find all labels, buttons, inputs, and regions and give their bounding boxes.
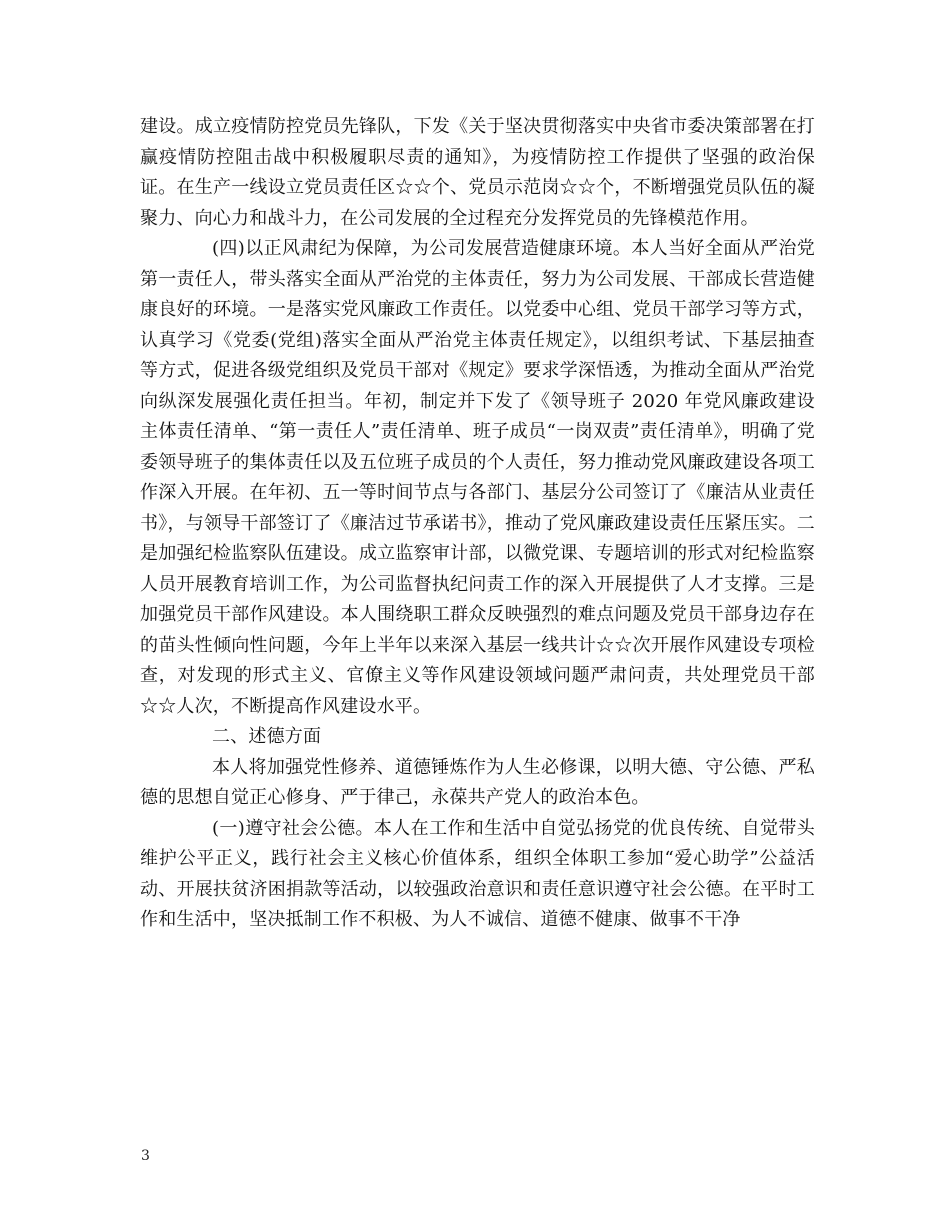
paragraph-section-four: (四)以正风肃纪为保障，为公司发展营造健康环境。本人当好全面从严治党第一责任人，带头落实全面从严治党的主体责任，努力为公司发展、干部成长营造健康良好的环境。一是落实党风廉政工作责任。以党委中心组、党员干部学习等方式，认真学习《党委(党组)落实全面从严治党主体责任规定》，以组织考试、下基层抽查等方式，促进各级党组织及党员干部对《规定》要求学深悟透，为推动全面从严治党向纵深发展强化责任担当。年初，制定并下发了《领导班子 2020 年党风廉政建设主体责任清单、“第一责任人”责任清单、班子成员“一岗双责”责任清单》，明确了党委领导班子的集体责任以及五位班子成员的个人责任，努力推动党风廉政建设各项工作深入开展。在年初、五一等时间节点与各部门、基层分公司签订了《廉洁从业责任书》，与领导干部签订了《廉洁过节承诺书》，推动了党风廉政建设责任压紧压实。二是加强纪检监察队伍建设。成立监察审计部，以微党课、专题培训的形式对纪检监察人员开展教育培训工作，为公司监督执纪问责工作的深入开展提供了人才支撑。三是加强党员干部作风建设。本人围绕职工群众反映强烈的难点问题及党员干部身边存在的苗头性倾向性问题，今年上半年以来深入基层一线共计☆☆次开展作风建设专项检查，对发现的形式主义、官僚主义等作风建设领域问题严肃问责，共处理党员干部☆☆人次，不断提高作风建设水平。: [140, 238, 815, 717]
paragraph-morality-intro: 本人将加强党性修养、道德锤炼作为人生必修课，以明大德、守公德、严私德的思想自觉正心修身、严于律己，永葆共产党人的政治本色。: [140, 756, 815, 808]
section-heading-morality: 二、述德方面: [212, 726, 322, 747]
paragraph-continuation: 建设。成立疫情防控党员先锋队，下发《关于坚决贯彻落实中央省市委决策部署在打赢疫情防控阻击战中积极履职尽责的通知》，为疫情防控工作提供了坚强的政治保证。在生产一线设立党员责任区☆☆个、党员示范岗☆☆个，不断增强党员队伍的凝聚力、向心力和战斗力，在公司发展的全过程充分发挥党员的先锋模范作用。: [140, 116, 815, 229]
page-number: 3: [141, 1148, 150, 1164]
paragraph-social-morality: (一)遵守社会公德。本人在工作和生活中自觉弘扬党的优良传统、自觉带头维护公平正义，践行社会主义核心价值体系，组织全体职工参加“爱心助学”公益活动、开展扶贫济困捐款等活动，以较强政治意识和责任意识遵守社会公德。在平时工作和生活中，坚决抵制工作不积极、为人不诚信、道德不健康、做事不干净: [140, 817, 815, 930]
body-text: [140, 112, 815, 936]
